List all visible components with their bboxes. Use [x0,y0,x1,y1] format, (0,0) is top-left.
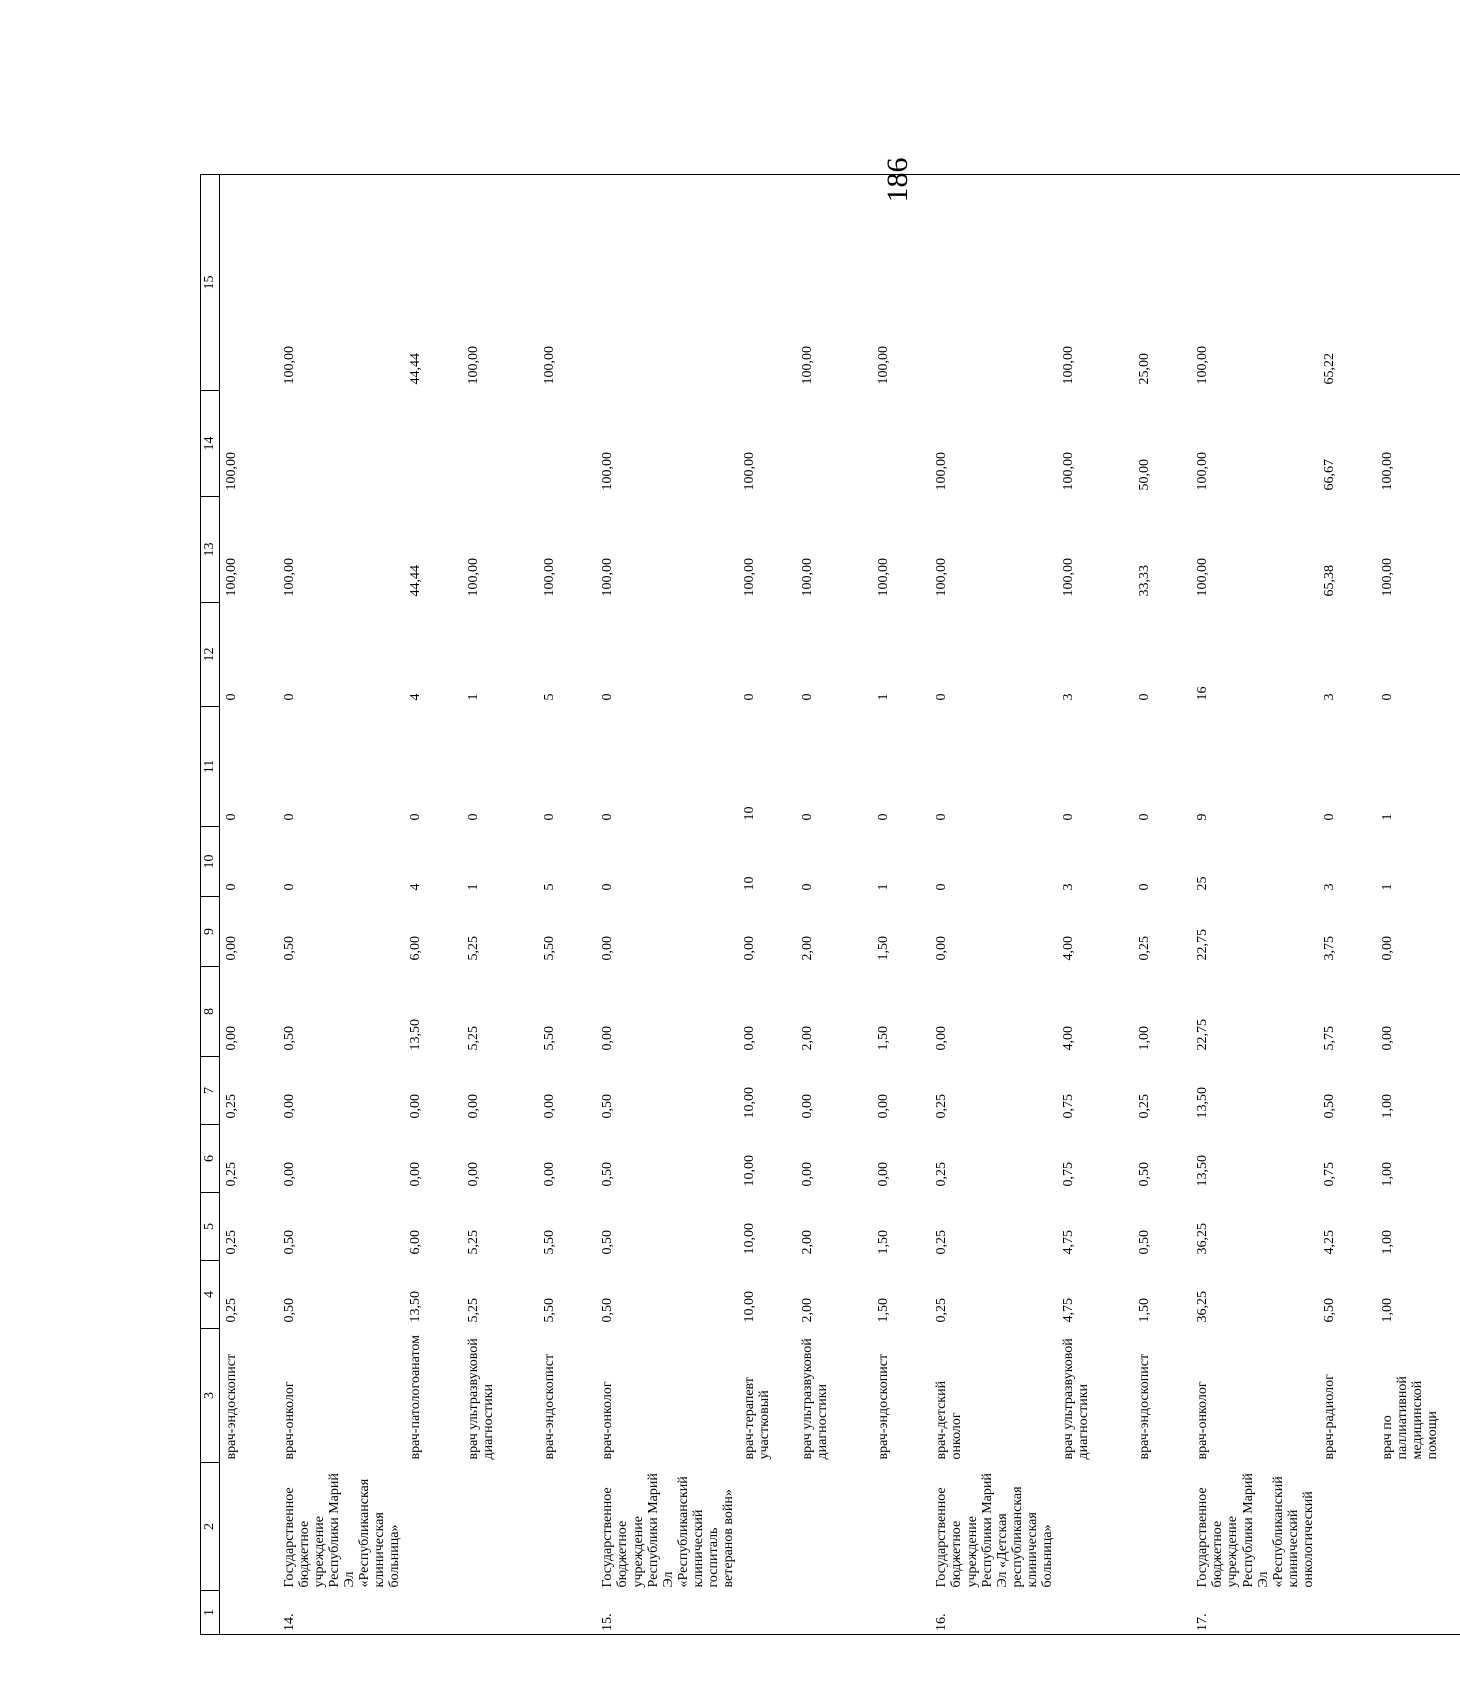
organization-name [538,1463,596,1591]
value-col-13: 33,33 [1137,565,1153,597]
value-col-12: 0 [281,693,297,701]
value-col-7: 0,00 [466,1094,482,1119]
organization-name [462,1463,538,1591]
value-col-10: 0 [1137,883,1153,891]
data-table [200,174,1460,1635]
specialty-name: врач-эндоскопист [542,1353,558,1460]
value-col-5: 0,50 [281,1230,297,1255]
value-col-6: 0,50 [600,1162,616,1187]
row-number: 15. [596,1591,738,1635]
value-col-12: 1 [876,693,892,701]
row-number [796,1591,872,1635]
value-col-13: 100,00 [542,558,558,597]
value-col-9: 4,00 [1061,936,1077,961]
value-col-7: 10,00 [742,1087,758,1119]
specialty-name: врач-радиолог [1322,1374,1338,1460]
value-col-11: 0 [600,813,616,821]
value-col-13: 100,00 [281,558,297,597]
value-col-6: 0,75 [1322,1162,1338,1187]
organization-name [796,1463,872,1591]
value-col-14 [872,391,930,497]
value-col-4: 0,25 [934,1298,950,1323]
value-col-15 [220,175,278,391]
value-col-9: 22,75 [1195,929,1211,961]
value-col-14: 100,00 [1061,452,1077,491]
value-col-4: 1,00 [1380,1298,1396,1323]
value-col-13: 44,44 [408,565,424,597]
row-number [538,1591,596,1635]
value-col-9: 5,50 [542,936,558,961]
table-row [1133,175,1191,1635]
value-col-5: 5,25 [466,1230,482,1255]
value-col-7: 0,25 [1137,1094,1153,1119]
value-col-8: 0,50 [281,1026,297,1051]
value-col-10: 3 [1322,883,1338,891]
value-col-7: 0,25 [224,1094,239,1119]
value-col-14 [538,391,596,497]
value-col-8: 22,75 [1195,1019,1211,1051]
specialty-name: врач-эндоскопист [1137,1353,1153,1460]
value-col-4: 6,50 [1322,1298,1338,1323]
value-col-8: 1,50 [876,1026,892,1051]
value-col-13: 100,00 [224,558,239,597]
value-col-10: 0 [600,883,616,891]
value-col-6: 10,00 [742,1155,758,1187]
value-col-15: 100,00 [872,175,930,391]
table-header-row [201,175,220,1635]
specialty-name: врач-эндоскопист [876,1353,892,1460]
value-col-5: 0,50 [600,1230,616,1255]
column-header-13: 13 [201,497,220,603]
specialty-name: врач по паллиативной медицинской помощи [1380,1376,1441,1460]
value-col-5: 2,00 [800,1230,816,1255]
value-col-8: 4,00 [1061,1026,1077,1051]
value-col-15 [738,175,796,391]
value-col-12: 3 [1061,693,1077,701]
row-number: 17. [1191,1591,1318,1635]
value-col-11: 10 [742,806,758,821]
value-col-8: 2,00 [800,1026,816,1051]
value-col-4: 36,25 [1195,1291,1211,1323]
value-col-6: 0,25 [224,1162,239,1187]
value-col-15: 100,00 [538,175,596,391]
value-col-7: 1,00 [1380,1094,1396,1119]
column-header-15: 15 [201,175,220,391]
value-col-8: 0,00 [600,1026,616,1051]
value-col-11: 0 [224,813,239,821]
rotated-table-container [200,175,1441,1635]
value-col-9: 0,00 [600,936,616,961]
value-col-8: 0,00 [1380,1026,1396,1051]
value-col-10: 3 [1061,883,1077,891]
value-col-6: 0,75 [1061,1162,1077,1187]
value-col-9: 6,00 [408,936,424,961]
value-col-12: 16 [1195,686,1211,701]
table-row [1191,175,1318,1635]
value-col-4: 0,50 [600,1298,616,1323]
row-number [872,1591,930,1635]
page-number: 186 [881,157,914,203]
organization-name: Государственное бюджетное учреждение Республики Марий Эл «Республиканская клиническая больница» [281,1473,403,1588]
value-col-10: 0 [934,883,950,891]
value-col-14 [796,391,872,497]
value-col-11: 0 [1322,813,1338,821]
value-col-14: 50,00 [1137,459,1153,491]
value-col-5: 4,25 [1322,1230,1338,1255]
value-col-15 [1376,175,1460,391]
value-col-8: 1,00 [1137,1026,1153,1051]
value-col-13: 100,00 [1195,558,1211,597]
value-col-12: 0 [224,693,239,701]
value-col-13: 100,00 [600,558,616,597]
value-col-14: 66,67 [1322,459,1338,491]
value-col-12: 0 [934,693,950,701]
value-col-5: 36,25 [1195,1223,1211,1255]
value-col-7: 0,75 [1061,1094,1077,1119]
organization-name: Государственное бюджетное учреждение Республики Марий Эл «Детская республиканская клиническая больница» [934,1473,1056,1588]
value-col-11: 0 [1137,813,1153,821]
specialty-name: врач-патологоанатом [408,1334,424,1460]
value-col-12: 0 [600,693,616,701]
value-col-9: 3,75 [1322,936,1338,961]
column-header-8: 8 [201,967,220,1057]
organization-name: Государственное бюджетное учреждение Республики Марий Эл «Республиканский клинический онкологический [1195,1473,1316,1588]
value-col-10: 1 [1380,883,1396,891]
organization-name: Государственное бюджетное учреждение Республики Марий Эл «Республиканский клинический госпиталь ветеранов войн» [600,1473,737,1588]
value-col-4: 10,00 [742,1291,758,1323]
row-number [1318,1591,1376,1635]
specialty-name: врач-онколог [1195,1381,1211,1460]
value-col-5: 5,50 [542,1230,558,1255]
column-header-6: 6 [201,1125,220,1193]
value-col-12: 4 [408,693,424,701]
value-col-5: 10,00 [742,1223,758,1255]
value-col-8: 5,75 [1322,1026,1338,1051]
value-col-11: 0 [876,813,892,821]
column-header-5: 5 [201,1193,220,1261]
value-col-13: 100,00 [466,558,482,597]
value-col-8: 0,00 [934,1026,950,1051]
value-col-11: 0 [408,813,424,821]
table-row [538,175,596,1635]
value-col-15 [596,175,738,391]
value-col-13: 100,00 [876,558,892,597]
value-col-7: 0,00 [542,1094,558,1119]
value-col-8: 5,50 [542,1026,558,1051]
organization-name [872,1463,930,1591]
table-row [462,175,538,1635]
value-col-15: 100,00 [796,175,872,391]
value-col-15 [930,175,1057,391]
value-col-13: 100,00 [1061,558,1077,597]
value-col-4: 5,25 [466,1298,482,1323]
value-col-14: 100,00 [934,452,950,491]
value-col-11: 9 [1195,813,1211,821]
value-col-5: 1,00 [1380,1230,1396,1255]
value-col-7: 0,00 [876,1094,892,1119]
row-number: 14. [278,1591,405,1635]
value-col-7: 0,00 [408,1094,424,1119]
value-col-4: 0,50 [281,1298,297,1323]
specialty-name: врач ультразвуковой диагностики [800,1338,831,1460]
value-col-10: 5 [542,883,558,891]
organization-name [1057,1463,1133,1591]
value-col-9: 0,00 [934,936,950,961]
value-col-5: 0,25 [934,1230,950,1255]
value-col-11: 0 [800,813,816,821]
value-col-11: 0 [542,813,558,821]
column-header-11: 11 [201,707,220,827]
table-row [596,175,738,1635]
value-col-12: 0 [1380,693,1396,701]
value-col-9: 0,00 [742,936,758,961]
value-col-5: 0,25 [224,1230,239,1255]
value-col-10: 0 [281,883,297,891]
specialty-name: врач-детский онколог [934,1380,965,1460]
specialty-name: врач ультразвуковой диагностики [1061,1338,1092,1460]
value-col-12: 0 [742,693,758,701]
value-col-15: 25,00 [1133,175,1191,391]
value-col-14 [278,391,405,497]
value-col-5: 4,75 [1061,1230,1077,1255]
organization-name [1133,1463,1191,1591]
value-col-4: 5,50 [542,1298,558,1323]
value-col-8: 0,00 [742,1026,758,1051]
table-row [930,175,1057,1635]
value-col-10: 0 [224,883,239,891]
value-col-6: 0,00 [876,1162,892,1187]
value-col-4: 1,50 [876,1298,892,1323]
row-number [738,1591,796,1635]
value-col-10: 0 [800,883,816,891]
value-col-14: 100,00 [600,452,616,491]
table-row [1376,175,1460,1635]
organization-name [1318,1463,1376,1591]
value-col-9: 2,00 [800,936,816,961]
value-col-13: 100,00 [1380,558,1396,597]
value-col-6: 0,50 [1137,1162,1153,1187]
value-col-6: 0,00 [408,1162,424,1187]
row-number [1057,1591,1133,1635]
value-col-6: 0,00 [466,1162,482,1187]
value-col-14 [462,391,538,497]
table-row [1318,175,1376,1635]
value-col-7: 0,00 [281,1094,297,1119]
column-header-3: 3 [201,1329,220,1463]
value-col-8: 13,50 [408,1019,424,1051]
column-header-2: 2 [201,1463,220,1591]
value-col-5: 6,00 [408,1230,424,1255]
value-col-6: 0,00 [542,1162,558,1187]
organization-name [404,1463,462,1591]
value-col-15: 100,00 [278,175,405,391]
value-col-9: 1,50 [876,936,892,961]
value-col-12: 0 [800,693,816,701]
column-header-7: 7 [201,1057,220,1125]
table-row [1057,175,1133,1635]
value-col-6: 0,00 [800,1162,816,1187]
value-col-4: 13,50 [408,1291,424,1323]
row-number [462,1591,538,1635]
table-row [796,175,872,1635]
row-number [1376,1591,1460,1635]
value-col-9: 0,00 [1380,936,1396,961]
value-col-5: 0,50 [1137,1230,1153,1255]
value-col-12: 3 [1322,693,1338,701]
value-col-11: 0 [466,813,482,821]
value-col-10: 4 [408,883,424,891]
value-col-4: 4,75 [1061,1298,1077,1323]
value-col-15: 100,00 [1057,175,1133,391]
value-col-6: 0,00 [281,1162,297,1187]
value-col-11: 1 [1380,813,1396,821]
value-col-7: 0,50 [600,1094,616,1119]
row-number [220,1591,278,1635]
value-col-7: 0,00 [800,1094,816,1119]
value-col-6: 0,25 [934,1162,950,1187]
value-col-14 [404,391,462,497]
specialty-name: врач-онколог [600,1381,616,1460]
value-col-6: 1,00 [1380,1162,1396,1187]
table-body [220,175,1460,1635]
value-col-7: 0,50 [1322,1094,1338,1119]
value-col-8: 5,25 [466,1026,482,1051]
value-col-4: 1,50 [1137,1298,1153,1323]
column-header-10: 10 [201,827,220,897]
row-number [1133,1591,1191,1635]
value-col-10: 25 [1195,876,1211,891]
value-col-15: 100,00 [462,175,538,391]
table-row [738,175,796,1635]
value-col-9: 0,50 [281,936,297,961]
row-number [404,1591,462,1635]
value-col-11: 0 [281,813,297,821]
table-row [278,175,405,1635]
value-col-12: 0 [1137,693,1153,701]
value-col-15: 100,00 [1191,175,1318,391]
value-col-9: 5,25 [466,936,482,961]
value-col-9: 0,25 [1137,936,1153,961]
value-col-10: 10 [742,876,758,891]
value-col-15: 65,22 [1318,175,1376,391]
table-row [404,175,462,1635]
value-col-14: 100,00 [224,452,239,491]
column-header-9: 9 [201,897,220,967]
specialty-name: врач ультразвуковой диагностики [466,1338,497,1460]
value-col-14: 100,00 [1195,452,1211,491]
specialty-name: врач-онколог [281,1381,297,1460]
value-col-14: 100,00 [742,452,758,491]
value-col-9: 0,00 [224,936,239,961]
value-col-7: 13,50 [1195,1087,1211,1119]
value-col-4: 2,00 [800,1298,816,1323]
value-col-4: 0,25 [224,1298,239,1323]
organization-name [738,1463,796,1591]
specialty-name: врач-терапевт участковый [742,1377,773,1460]
value-col-13: 100,00 [742,558,758,597]
value-col-12: 1 [466,693,482,701]
value-col-10: 1 [466,883,482,891]
column-header-12: 12 [201,603,220,707]
row-number: 16. [930,1591,1057,1635]
value-col-11: 0 [1061,813,1077,821]
organization-name [220,1463,278,1591]
value-col-8: 0,00 [224,1026,239,1051]
value-col-10: 1 [876,883,892,891]
value-col-13: 65,38 [1322,565,1338,597]
value-col-13: 100,00 [934,558,950,597]
value-col-5: 1,50 [876,1230,892,1255]
organization-name [1376,1463,1460,1591]
value-col-7: 0,25 [934,1094,950,1119]
column-header-1: 1 [201,1591,220,1635]
table-row [220,175,278,1635]
specialty-name: врач-эндоскопист [224,1353,239,1460]
value-col-14: 100,00 [1380,452,1396,491]
table-row [872,175,930,1635]
column-header-4: 4 [201,1261,220,1329]
column-header-14: 14 [201,391,220,497]
value-col-15: 44,44 [404,175,462,391]
value-col-12: 5 [542,693,558,701]
value-col-13: 100,00 [800,558,816,597]
value-col-6: 13,50 [1195,1155,1211,1187]
value-col-11: 0 [934,813,950,821]
